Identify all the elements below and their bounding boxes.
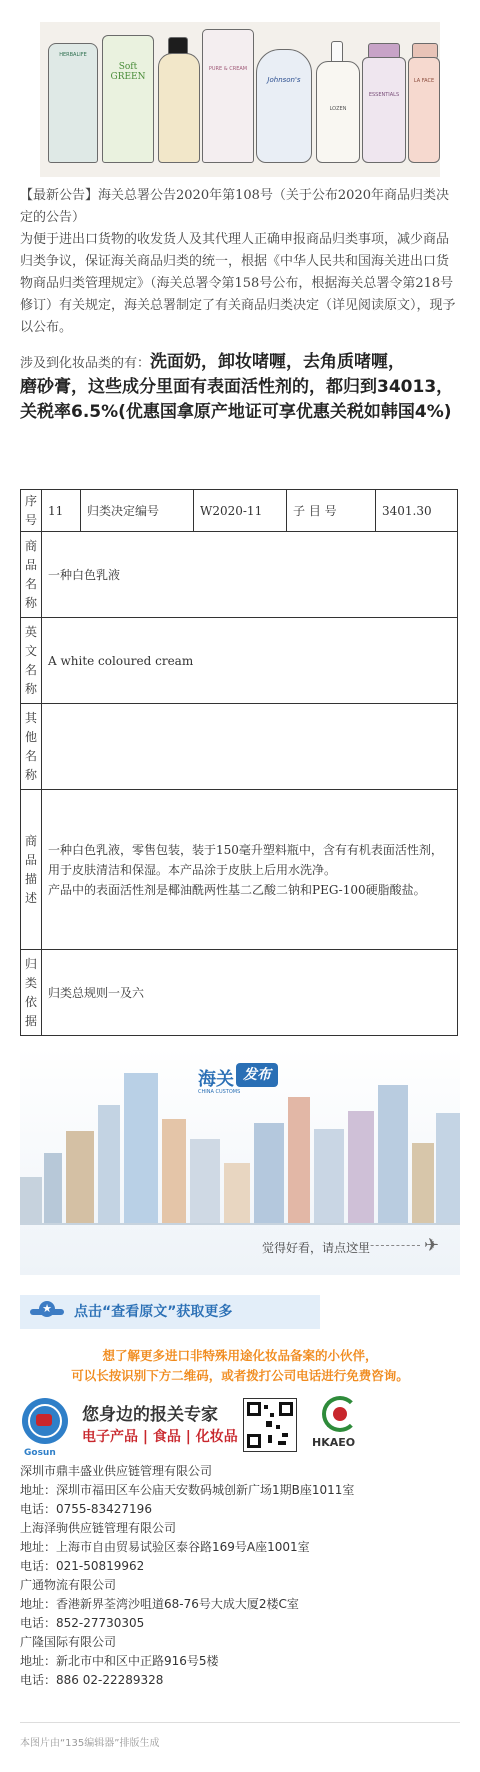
notice-title: 【最新公告】海关总署公告2020年第108号（关于公布2020年商品归类决定的公告） (20, 188, 449, 225)
other-name-value (42, 704, 458, 790)
promo-line-1: 想了解更多进口非特殊用途化妆品备案的小伙伴， (102, 1348, 378, 1363)
classification-table (20, 489, 458, 1036)
building (314, 1129, 344, 1223)
read-more-label: 点击“查看原文”获取更多 (74, 1304, 233, 1320)
building (412, 1143, 434, 1223)
notice-scope-highlight-b: 磨砂膏，这些成分里面有表面活性剂的，都归到34013，关税率6.5%(优惠国拿原产地证可享优惠关税如韩国4%) (20, 377, 454, 422)
desc-label: 商品描述 (21, 790, 42, 950)
gosun-globe-logo (22, 1398, 68, 1444)
notice-scope-highlight-a: 洗面奶，卸妆啫喱，去角质啫喱， (150, 352, 405, 372)
contact-line: 电话：021-50819962 (20, 1559, 145, 1573)
bottle-lozen (316, 61, 360, 163)
notice-body: 为便于进出口货物的收发货人及其代理人正确申报商品归类事项，减少商品归类争议，保证海关商品归类的统一，根据《中华人民共和国海关进出口货物商品归类管理规定》（海关总署令第158号公布，根据海关总署令第218号修订）有关规定，海关总署制定了有关商品归类决定（详见阅读原文），现予以公布。 (20, 232, 456, 335)
bottle-label: LOZEN (329, 106, 347, 112)
building (254, 1123, 284, 1223)
building (44, 1153, 62, 1223)
bottle-label: ESSENTIALS (368, 92, 400, 98)
building (190, 1139, 220, 1223)
bottle-herbalife (48, 43, 98, 163)
bottle-soft-green (102, 35, 154, 163)
building (436, 1113, 460, 1223)
building (98, 1105, 120, 1223)
bottle-label: HERBALIFE (59, 52, 87, 58)
contact-line: 电话：886 02-22289328 (20, 1673, 164, 1687)
slogan: 您身边的报关专家 (82, 1405, 218, 1425)
read-more-banner[interactable] (20, 1295, 320, 1329)
customs-release-banner[interactable] (20, 1047, 460, 1275)
other-name-label: 其他名称 (21, 704, 42, 790)
seq-value: 11 (42, 490, 81, 532)
desc-value-1: 一种白色乳液，零售包装，装于150毫升塑料瓶中，含有有机表面活性剂，用于皮肤清洁和保湿。本产品涂于皮肤上后用水洗净。 (48, 842, 443, 877)
building (162, 1119, 186, 1223)
basis-value: 归类总规则一及六 (42, 950, 458, 1036)
hkaeo-text: HKAEO (312, 1436, 356, 1449)
bottle-label: PURE & CREAM (208, 66, 248, 72)
contact-line: 地址：香港新界荃湾沙咀道68-76号大成大厦2楼C室 (20, 1597, 299, 1611)
editor-footnote: 本图片由“135编辑器”排版生成 (20, 1738, 160, 1749)
decision-label: 归类决定编号 (81, 490, 194, 532)
seq-label: 序号 (21, 490, 42, 532)
star-wings-icon: ★ (30, 1301, 64, 1323)
footer-divider (20, 1722, 460, 1723)
contact-line: 地址：新北市中和区中正路916号5楼 (20, 1654, 219, 1668)
bottle-label: Johnson's (267, 76, 301, 84)
name-value: 一种白色乳液 (42, 532, 458, 618)
basis-label: 归类依据 (21, 950, 42, 1036)
gosun-name: Gosun (24, 1448, 56, 1458)
building (378, 1085, 408, 1223)
qr-code[interactable] (243, 1398, 297, 1452)
contact-line: 地址：上海市自由贸易试验区泰谷路169号A座1001室 (20, 1540, 310, 1554)
en-name-value: A white coloured cream (42, 618, 458, 704)
customs-logo-en: CHINA CUSTOMS (198, 1089, 241, 1095)
bottle-label: Soft GREEN (110, 62, 146, 82)
cosmetics-illustration (40, 22, 440, 177)
brand-categories: 电子产品 | 食品 | 化妆品 (82, 1429, 238, 1445)
contact-line: 上海泽驹供应链管理有限公司 (20, 1521, 177, 1535)
bottle-la-face (408, 57, 440, 163)
contact-line: 广隆国际有限公司 (20, 1635, 117, 1649)
bottle-label: LA FACE (413, 78, 435, 84)
building (348, 1111, 374, 1223)
banner-footer-text: 觉得好看，请点这里 (262, 1241, 371, 1255)
bottle-amber (158, 53, 200, 163)
desc-value-2: 产品中的表面活性剂是椰油酰两性基二乙酸二钠和PEG-100硬脂酸盐。 (48, 882, 426, 897)
ground-line (20, 1223, 460, 1225)
subheading-label: 子 目 号 (287, 490, 376, 532)
subheading-value: 3401.30 (376, 490, 458, 532)
en-name-label: 英文名称 (21, 618, 42, 704)
decision-value: W2020-11 (194, 490, 287, 532)
bottle-essentials (362, 57, 406, 163)
customs-logo-text: 海关 (198, 1069, 234, 1090)
building (66, 1131, 94, 1223)
contact-line: 广通物流有限公司 (20, 1578, 117, 1592)
dashed-trail (350, 1245, 420, 1246)
contact-line: 电话：0755-83427196 (20, 1502, 152, 1516)
promo-line-2: 可以长按识别下方二维码，或者拨打公司电话进行免费咨询。 (71, 1368, 409, 1383)
name-label: 商品名称 (21, 532, 42, 618)
customs-logo-tag: 发布 (236, 1063, 278, 1087)
hkaeo-logo (322, 1396, 358, 1432)
bottle-johnsons (256, 49, 312, 163)
bottle-pure-cream (202, 29, 254, 163)
contact-line: 深圳市鼎丰盛业供应链管理有限公司 (20, 1464, 213, 1478)
building (20, 1177, 42, 1223)
contact-line: 地址：深圳市福田区车公庙天安数码城创新广场1期B座1011室 (20, 1483, 355, 1497)
contact-line: 电话：852-27730305 (20, 1616, 145, 1630)
building (288, 1097, 310, 1223)
building (124, 1073, 158, 1223)
building (224, 1163, 250, 1223)
notice-scope-prefix: 涉及到化妆品类的有： (20, 356, 151, 371)
paper-plane-icon: ✈ (424, 1235, 440, 1256)
desc-cell (42, 790, 458, 950)
